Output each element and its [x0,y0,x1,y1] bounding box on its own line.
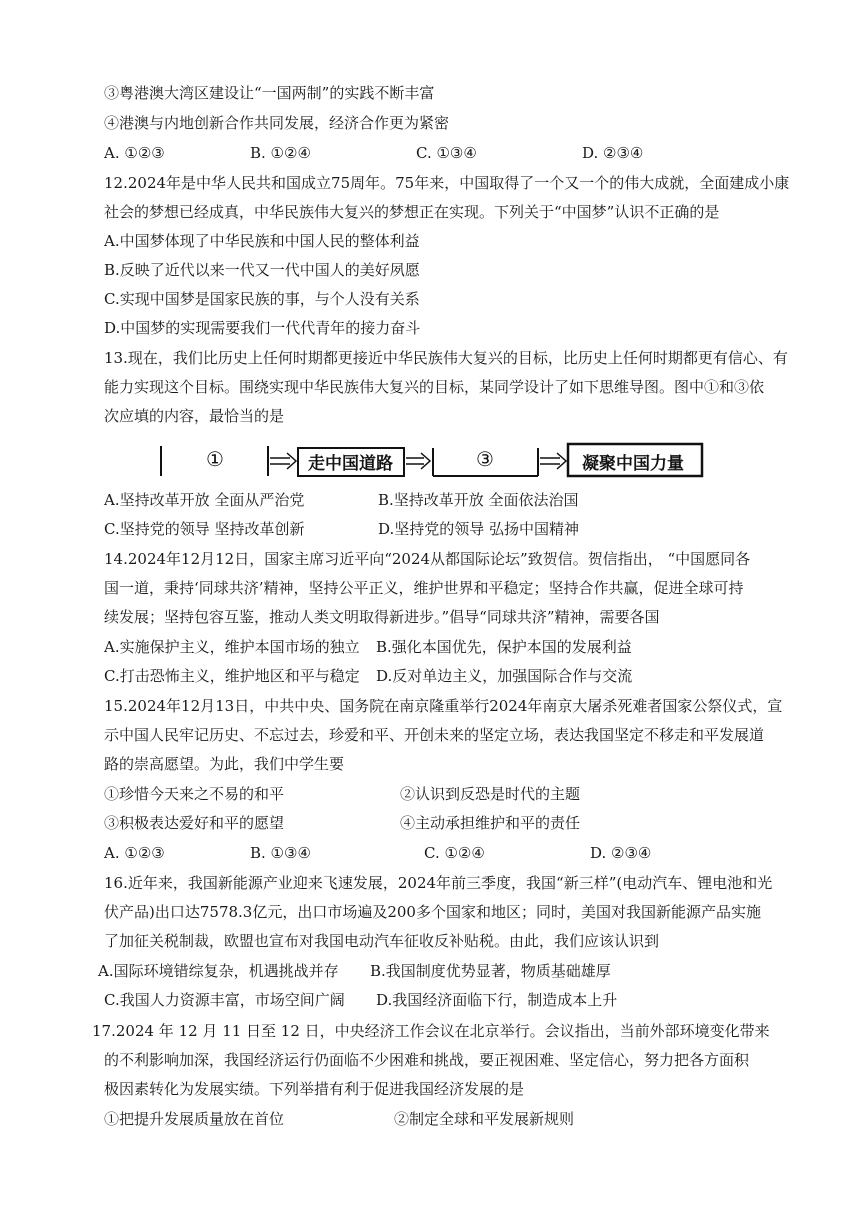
q15-stem-line-3: 路的崇高愿望。为此，我们中学生要 [104,755,345,773]
mind-map-node-3: ③ [476,447,494,471]
q17-stem-line-2: 的不利影响加深，我国经济运行仍面临不少困难和挑战，要正视困难、坚定信心，努力把各方面积 [104,1051,750,1069]
q13-stem-line-2: 能力实现这个目标。围绕实现中华民族伟大复兴的目标，某同学设计了如下思维导图。图中①和③依 [104,378,765,396]
q15-option-d[interactable]: D. ②③④ [590,844,652,862]
q15-option-c[interactable]: C. ①②④ [424,844,485,862]
q11-statement-3: ③粤港澳大湾区建设让“一国两制”的实践不断丰富 [104,84,435,102]
q14-stem-line-1: 14.2024年12月12日，国家主席习近平向“2024从都国际论坛”致贺信。贺信指出， “中国愿同各 [104,550,751,568]
q15-statement-3: ③积极表达爱好和平的愿望 [104,814,285,832]
q13-option-a[interactable]: A.坚持改革开放 全面从严治党 [104,491,305,509]
q15-statements-row-1 [0,784,860,804]
q15-options [0,843,860,863]
q13-options-row-1 [0,490,860,510]
mind-map-node-2: 走中国道路 [308,454,393,474]
q17-stem-line-3: 极因素转化为发展实绩。下列举措有利于促进我国经济发展的是 [104,1080,525,1098]
q12-option-a[interactable]: A.中国梦体现了中华民族和中国人民的整体利益 [104,232,420,250]
q15-statement-1: ①珍惜今天来之不易的和平 [104,785,285,803]
q16-stem-line-2: 伏产品)出口达7578.3亿元，出口市场遍及200多个国家和地区；同时，美国对我国新能源产品实施 [104,903,761,921]
q13-option-d[interactable]: D.坚持党的领导 弘扬中国精神 [378,520,580,538]
q15-option-a[interactable]: A. ①②③ [104,844,165,862]
q16-option-d[interactable]: D.我国经济面临下行，制造成本上升 [376,991,618,1009]
q14-options-row-2 [0,666,860,686]
q16-options-row-2 [0,990,860,1010]
q11-option-b[interactable]: B. ①②④ [250,144,311,162]
q12-stem-line-2: 社会的梦想已经成真，中华民族伟大复兴的梦想正在实现。下列关于“中国梦”认识不正确的是 [104,203,720,221]
q13-option-c[interactable]: C.坚持党的领导 坚持改革创新 [104,520,305,538]
q12-option-b[interactable]: B.反映了近代以来一代又一代中国人的美好夙愿 [104,261,420,279]
q11-statement-4: ④港澳与内地创新合作共同发展，经济合作更为紧密 [104,114,450,132]
q13-stem-line-1: 13.现在，我们比历史上任何时期都更接近中华民族伟大复兴的目标，比历史上任何时期都更有信心、有 [104,349,788,367]
q13-option-b[interactable]: B.坚持改革开放 全面依法治国 [378,491,579,509]
q17-statement-1: ①把提升发展质量放在首位 [104,1110,285,1128]
q16-option-a[interactable]: A.国际环境错综复杂，机遇挑战并存 [98,962,339,980]
q15-statement-2: ②认识到反恐是时代的主题 [400,785,581,803]
mind-map [158,440,706,480]
q13-stem-line-3: 次应填的内容，最恰当的是 [104,407,285,425]
q11-option-a[interactable]: A. ①②③ [104,144,165,162]
q15-option-b[interactable]: B. ①③④ [250,844,311,862]
q15-statements-row-2 [0,813,860,833]
q17-statements-row-1 [0,1109,860,1129]
q13-options-row-2 [0,519,860,539]
q15-stem-line-2: 示中国人民牢记历史、不忘过去，珍爱和平、开创未来的坚定立场，表达我国坚定不移走和平发展道 [104,726,765,744]
q16-stem-line-1: 16.近年来，我国新能源产业迎来飞速发展，2024年前三季度，我国“新三样”(电动汽车、锂电池和光 [104,874,773,892]
q14-options-row-1 [0,637,860,657]
q14-option-c[interactable]: C.打击恐怖主义，维护地区和平与稳定 [104,667,360,685]
q11-options [0,143,860,163]
q14-option-b[interactable]: B.强化本国优先，保护本国的发展利益 [376,638,632,656]
q15-stem-line-1: 15.2024年12月13日，中共中央、国务院在南京隆重举行2024年南京大屠杀死难者国家公祭仪式，宣 [104,697,783,715]
q12-option-d[interactable]: D.中国梦的实现需要我们一代代青年的接力奋斗 [104,319,421,337]
q11-option-c[interactable]: C. ①③④ [416,144,477,162]
q12-stem-line-1: 12.2024年是中华人民共和国成立75周年。75年来，中国取得了一个又一个的伟大成就，全面建成小康 [104,174,790,192]
q16-stem-line-3: 了加征关税制裁，欧盟也宣布对我国电动汽车征收反补贴税。由此，我们应该认识到 [104,932,660,950]
q16-option-b[interactable]: B.我国制度优势显著，物质基础雄厚 [370,962,611,980]
mind-map-node-4: 凝聚中国力量 [582,454,684,474]
mind-map-node-1: ① [206,447,224,471]
q15-statement-4: ④主动承担维护和平的责任 [400,814,581,832]
q14-stem-line-2: 国一道，秉持‘同球共济’精神，坚持公平正义，维护世界和平稳定；坚持合作共赢，促进全球可持 [104,579,744,597]
q17-statement-2: ②制定全球和平发展新规则 [394,1110,575,1128]
q12-option-c[interactable]: C.实现中国梦是国家民族的事，与个人没有关系 [104,290,420,308]
q17-stem-line-1: 17.2024 年 12 月 11 日至 12 日，中央经济工作会议在北京举行。会议指出，当前外部环境变化带来 [92,1022,770,1040]
q16-option-c[interactable]: C.我国人力资源丰富，市场空间广阔 [104,991,345,1009]
q14-option-a[interactable]: A.实施保护主义，维护本国市场的独立 [104,638,360,656]
q14-option-d[interactable]: D.反对单边主义，加强国际合作与交流 [376,667,633,685]
q14-stem-line-3: 续发展；坚持包容互鉴，推动人类文明取得新进步。”倡导“同球共济”精神，需要各国 [104,608,660,626]
q11-option-d[interactable]: D. ②③④ [582,144,644,162]
q16-options-row-1 [0,961,860,981]
